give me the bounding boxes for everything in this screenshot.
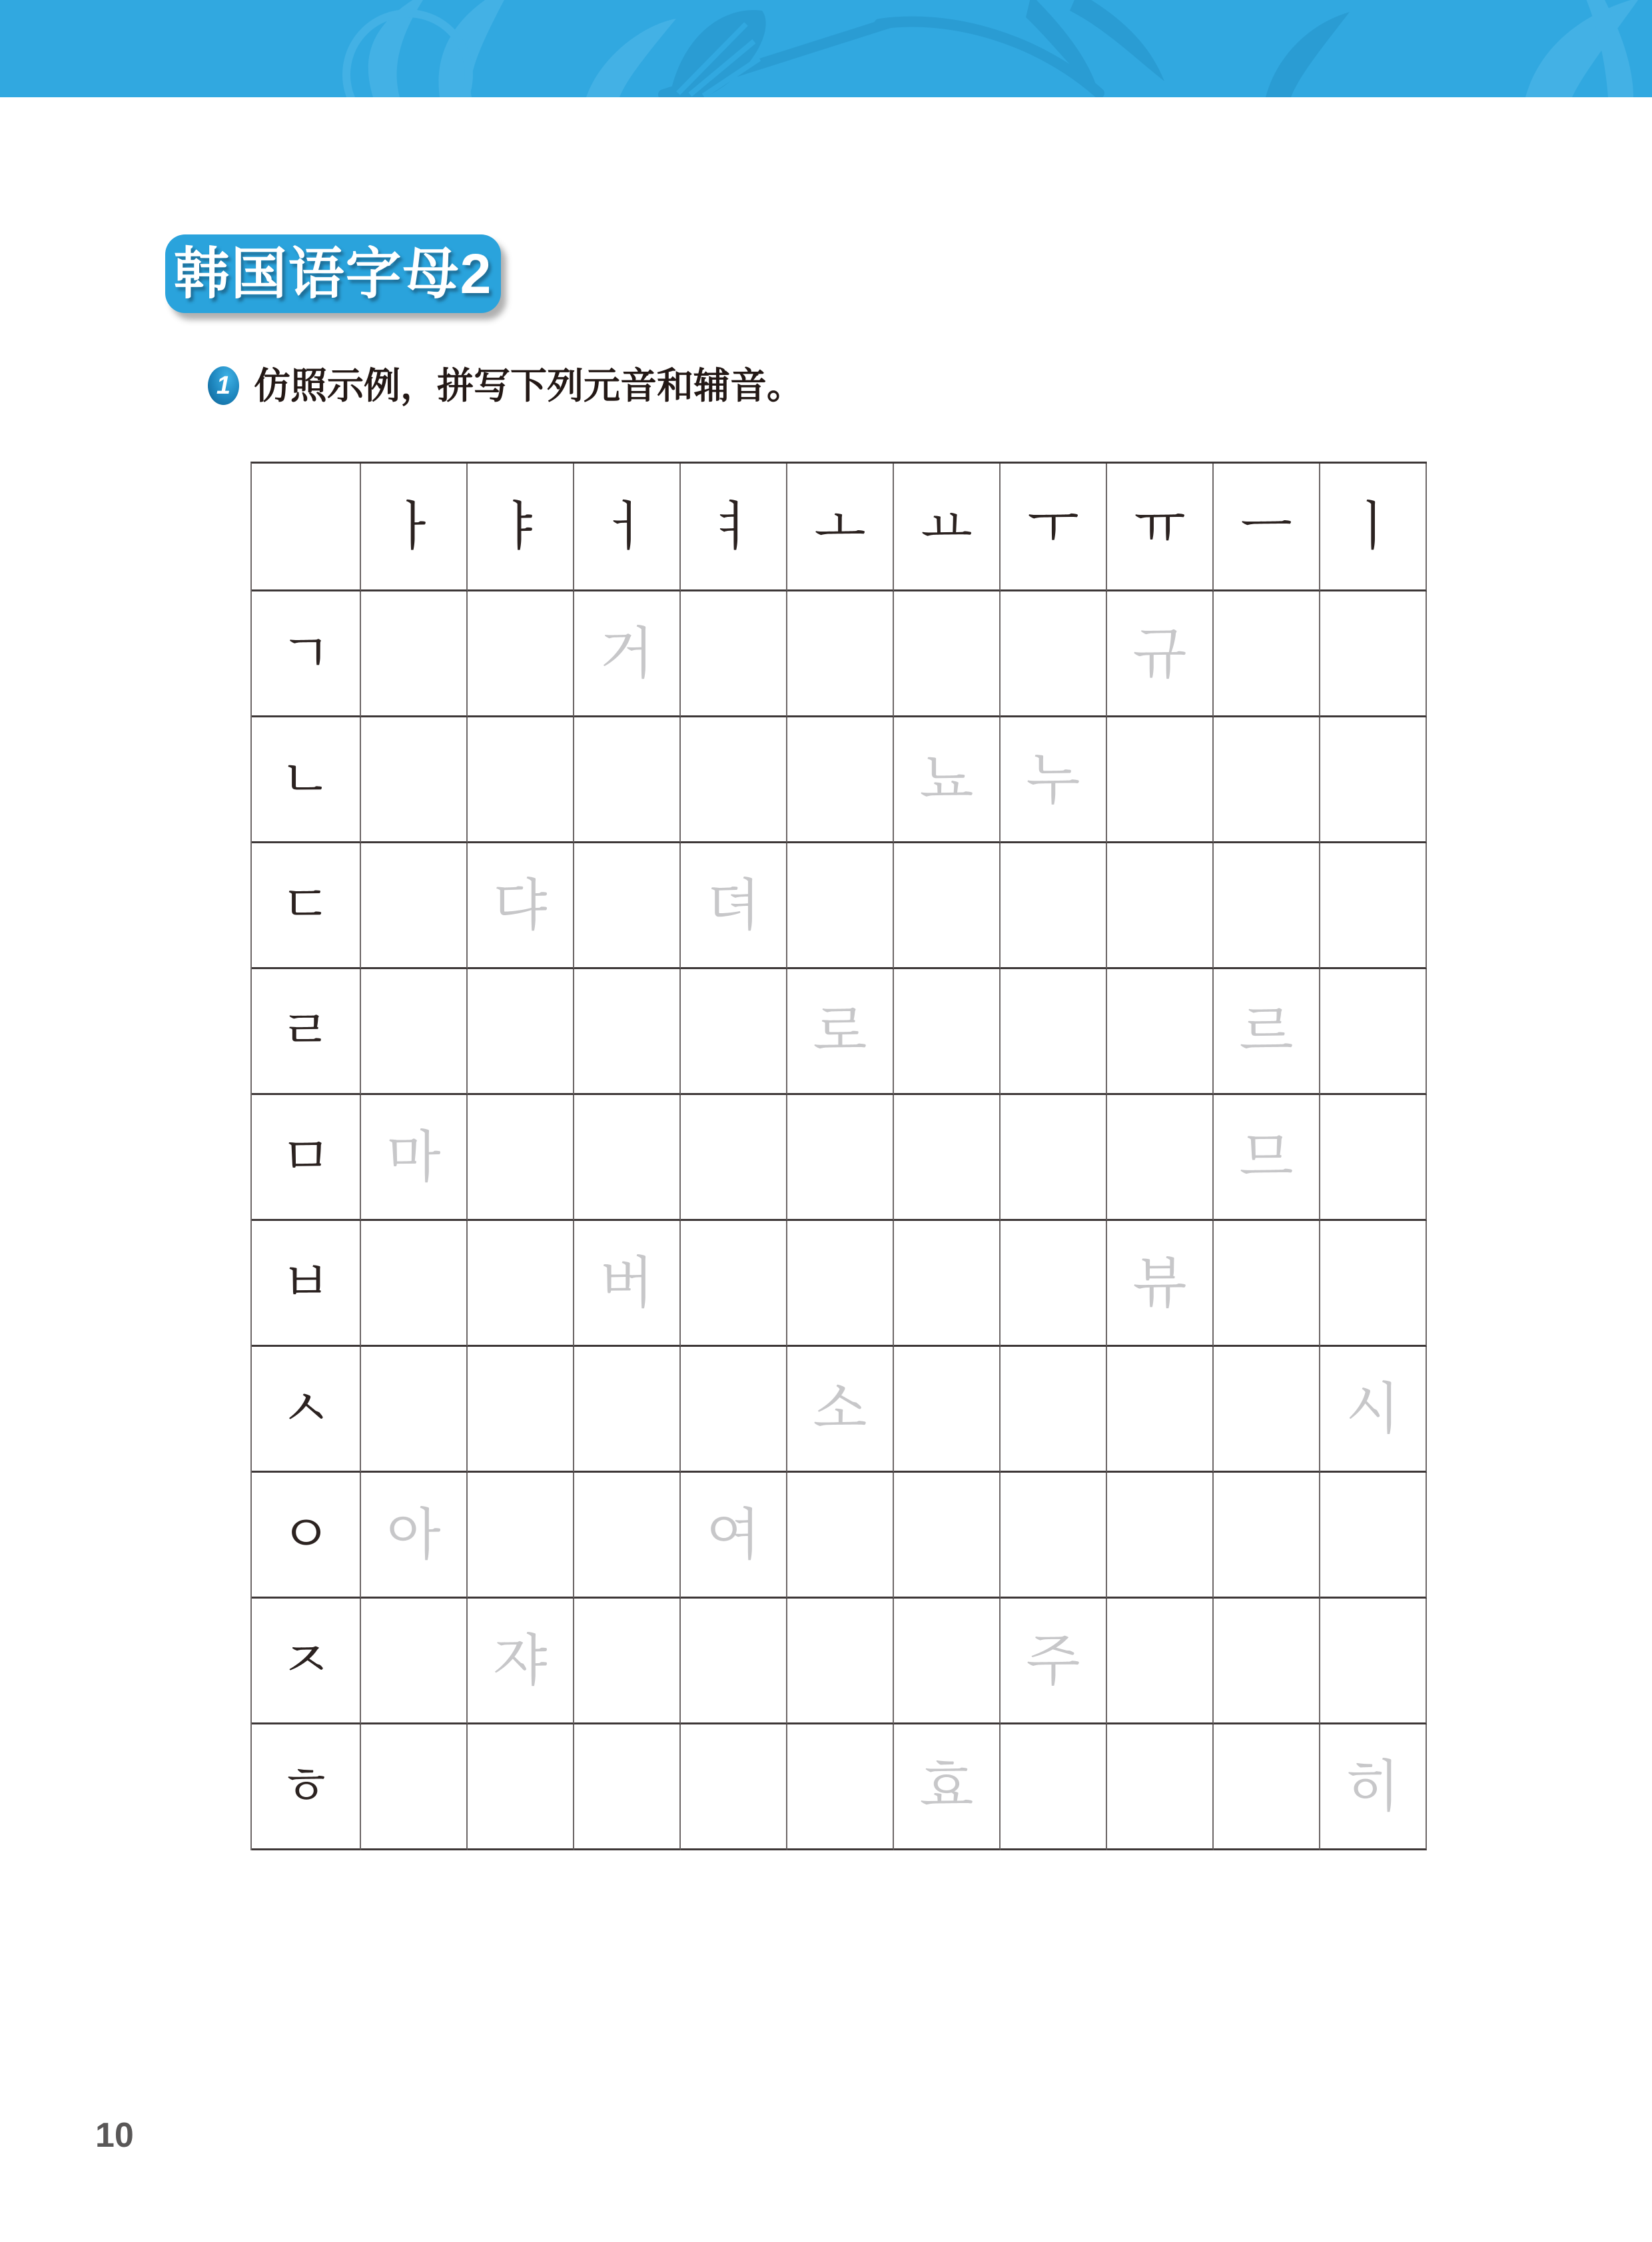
vowel-header-cell: ㅕ xyxy=(681,464,787,591)
example-syllable-cell: 뇨 xyxy=(894,717,1001,843)
corner-cell xyxy=(252,464,361,591)
empty-syllable-cell xyxy=(787,1473,894,1599)
empty-syllable-cell xyxy=(787,1221,894,1347)
empty-syllable-cell xyxy=(468,717,574,843)
empty-syllable-cell xyxy=(468,1095,574,1221)
example-syllable-cell: 누 xyxy=(1001,717,1107,843)
vowel-header-cell: ㅜ xyxy=(1001,464,1107,591)
empty-syllable-cell xyxy=(468,969,574,1095)
empty-syllable-cell xyxy=(361,1347,468,1473)
empty-syllable-cell xyxy=(1214,843,1320,969)
empty-syllable-cell xyxy=(468,1473,574,1599)
consonant-header-cell: ㄷ xyxy=(252,843,361,969)
empty-syllable-cell xyxy=(1320,1599,1427,1724)
example-syllable-cell: 시 xyxy=(1320,1347,1427,1473)
empty-syllable-cell xyxy=(681,969,787,1095)
empty-syllable-cell xyxy=(1107,717,1214,843)
empty-syllable-cell xyxy=(468,1347,574,1473)
example-syllable-cell: 르 xyxy=(1214,969,1320,1095)
empty-syllable-cell xyxy=(1107,1095,1214,1221)
empty-syllable-cell xyxy=(681,1095,787,1221)
example-syllable-cell: 쟈 xyxy=(468,1599,574,1724)
consonant-header-cell: ㅈ xyxy=(252,1599,361,1724)
empty-syllable-cell xyxy=(361,843,468,969)
empty-syllable-cell xyxy=(894,591,1001,717)
example-syllable-cell: 히 xyxy=(1320,1724,1427,1850)
empty-syllable-cell xyxy=(1320,843,1427,969)
vowel-header-cell: ㅗ xyxy=(787,464,894,591)
empty-syllable-cell xyxy=(894,1599,1001,1724)
empty-syllable-cell xyxy=(1107,1347,1214,1473)
vowel-header-cell: ㅏ xyxy=(361,464,468,591)
empty-syllable-cell xyxy=(1107,843,1214,969)
empty-syllable-cell xyxy=(361,969,468,1095)
empty-syllable-cell xyxy=(1001,1095,1107,1221)
consonant-header-cell: ㅅ xyxy=(252,1347,361,1473)
empty-syllable-cell xyxy=(1107,1473,1214,1599)
empty-syllable-cell xyxy=(1214,1473,1320,1599)
empty-syllable-cell xyxy=(894,1347,1001,1473)
consonant-header-cell: ㅂ xyxy=(252,1221,361,1347)
header-band xyxy=(0,0,1652,97)
empty-syllable-cell xyxy=(681,1221,787,1347)
empty-syllable-cell xyxy=(1214,1347,1320,1473)
empty-syllable-cell xyxy=(1320,1221,1427,1347)
example-syllable-cell: 버 xyxy=(574,1221,681,1347)
example-syllable-cell: 로 xyxy=(787,969,894,1095)
page-number: 10 xyxy=(95,2116,134,2155)
empty-syllable-cell xyxy=(894,1473,1001,1599)
lesson-title: 韩国语字母2 xyxy=(173,242,493,305)
example-syllable-cell: 므 xyxy=(1214,1095,1320,1221)
empty-syllable-cell xyxy=(1107,1599,1214,1724)
empty-syllable-cell xyxy=(1214,1599,1320,1724)
empty-syllable-cell xyxy=(468,1724,574,1850)
empty-syllable-cell xyxy=(681,717,787,843)
example-syllable-cell: 아 xyxy=(361,1473,468,1599)
empty-syllable-cell xyxy=(681,1724,787,1850)
vowel-header-cell: ㅑ xyxy=(468,464,574,591)
vowel-header-cell: ㅛ xyxy=(894,464,1001,591)
empty-syllable-cell xyxy=(894,1221,1001,1347)
empty-syllable-cell xyxy=(681,1599,787,1724)
empty-syllable-cell xyxy=(787,843,894,969)
example-syllable-cell: 주 xyxy=(1001,1599,1107,1724)
empty-syllable-cell xyxy=(787,591,894,717)
consonant-header-cell: ㄹ xyxy=(252,969,361,1095)
empty-syllable-cell xyxy=(1214,717,1320,843)
example-syllable-cell: 소 xyxy=(787,1347,894,1473)
vowel-header-cell: ㅣ xyxy=(1320,464,1427,591)
empty-syllable-cell xyxy=(1001,1347,1107,1473)
empty-syllable-cell xyxy=(1320,591,1427,717)
example-syllable-cell: 거 xyxy=(574,591,681,717)
consonant-header-cell: ㅎ xyxy=(252,1724,361,1850)
empty-syllable-cell xyxy=(574,1347,681,1473)
example-syllable-cell: 뷰 xyxy=(1107,1221,1214,1347)
empty-syllable-cell xyxy=(361,1599,468,1724)
empty-syllable-cell xyxy=(1001,591,1107,717)
empty-syllable-cell xyxy=(1001,969,1107,1095)
empty-syllable-cell xyxy=(787,717,894,843)
empty-syllable-cell xyxy=(1214,1724,1320,1850)
empty-syllable-cell xyxy=(1320,1473,1427,1599)
empty-syllable-cell xyxy=(681,591,787,717)
empty-syllable-cell xyxy=(787,1095,894,1221)
empty-syllable-cell xyxy=(894,1095,1001,1221)
exercise-instruction-row xyxy=(208,366,803,405)
empty-syllable-cell xyxy=(1320,1095,1427,1221)
empty-syllable-cell xyxy=(787,1724,894,1850)
consonant-header-cell: ㄱ xyxy=(252,591,361,717)
empty-syllable-cell xyxy=(361,1221,468,1347)
empty-syllable-cell xyxy=(468,591,574,717)
empty-syllable-cell xyxy=(574,1724,681,1850)
empty-syllable-cell xyxy=(574,969,681,1095)
lesson-title-box xyxy=(165,234,501,313)
empty-syllable-cell xyxy=(574,717,681,843)
empty-syllable-cell xyxy=(787,1599,894,1724)
empty-syllable-cell xyxy=(361,1724,468,1850)
empty-syllable-cell xyxy=(1001,1473,1107,1599)
vowel-header-cell: ㅠ xyxy=(1107,464,1214,591)
empty-syllable-cell xyxy=(361,717,468,843)
example-syllable-cell: 효 xyxy=(894,1724,1001,1850)
example-syllable-cell: 규 xyxy=(1107,591,1214,717)
header-pattern xyxy=(0,0,1652,97)
empty-syllable-cell xyxy=(574,1095,681,1221)
hangul-table xyxy=(250,462,1427,1850)
exercise-instruction: 仿照示例，拼写下列元音和辅音。 xyxy=(254,364,804,406)
vowel-header-cell: ㅓ xyxy=(574,464,681,591)
example-syllable-cell: 마 xyxy=(361,1095,468,1221)
consonant-header-cell: ㅇ xyxy=(252,1473,361,1599)
empty-syllable-cell xyxy=(1320,969,1427,1095)
empty-syllable-cell xyxy=(1107,969,1214,1095)
empty-syllable-cell xyxy=(1001,1221,1107,1347)
empty-syllable-cell xyxy=(574,843,681,969)
empty-syllable-cell xyxy=(574,1599,681,1724)
empty-syllable-cell xyxy=(361,591,468,717)
exercise-number: 1 xyxy=(216,372,231,400)
empty-syllable-cell xyxy=(681,1347,787,1473)
empty-syllable-cell xyxy=(1214,591,1320,717)
empty-syllable-cell xyxy=(1320,717,1427,843)
empty-syllable-cell xyxy=(468,1221,574,1347)
exercise-number-badge xyxy=(208,366,239,405)
consonant-header-cell: ㄴ xyxy=(252,717,361,843)
consonant-header-cell: ㅁ xyxy=(252,1095,361,1221)
empty-syllable-cell xyxy=(1001,843,1107,969)
empty-syllable-cell xyxy=(1001,1724,1107,1850)
empty-syllable-cell xyxy=(894,843,1001,969)
empty-syllable-cell xyxy=(894,969,1001,1095)
example-syllable-cell: 댜 xyxy=(468,843,574,969)
example-syllable-cell: 여 xyxy=(681,1473,787,1599)
empty-syllable-cell xyxy=(1214,1221,1320,1347)
empty-syllable-cell xyxy=(574,1473,681,1599)
vowel-header-cell: ㅡ xyxy=(1214,464,1320,591)
example-syllable-cell: 뎌 xyxy=(681,843,787,969)
empty-syllable-cell xyxy=(1107,1724,1214,1850)
